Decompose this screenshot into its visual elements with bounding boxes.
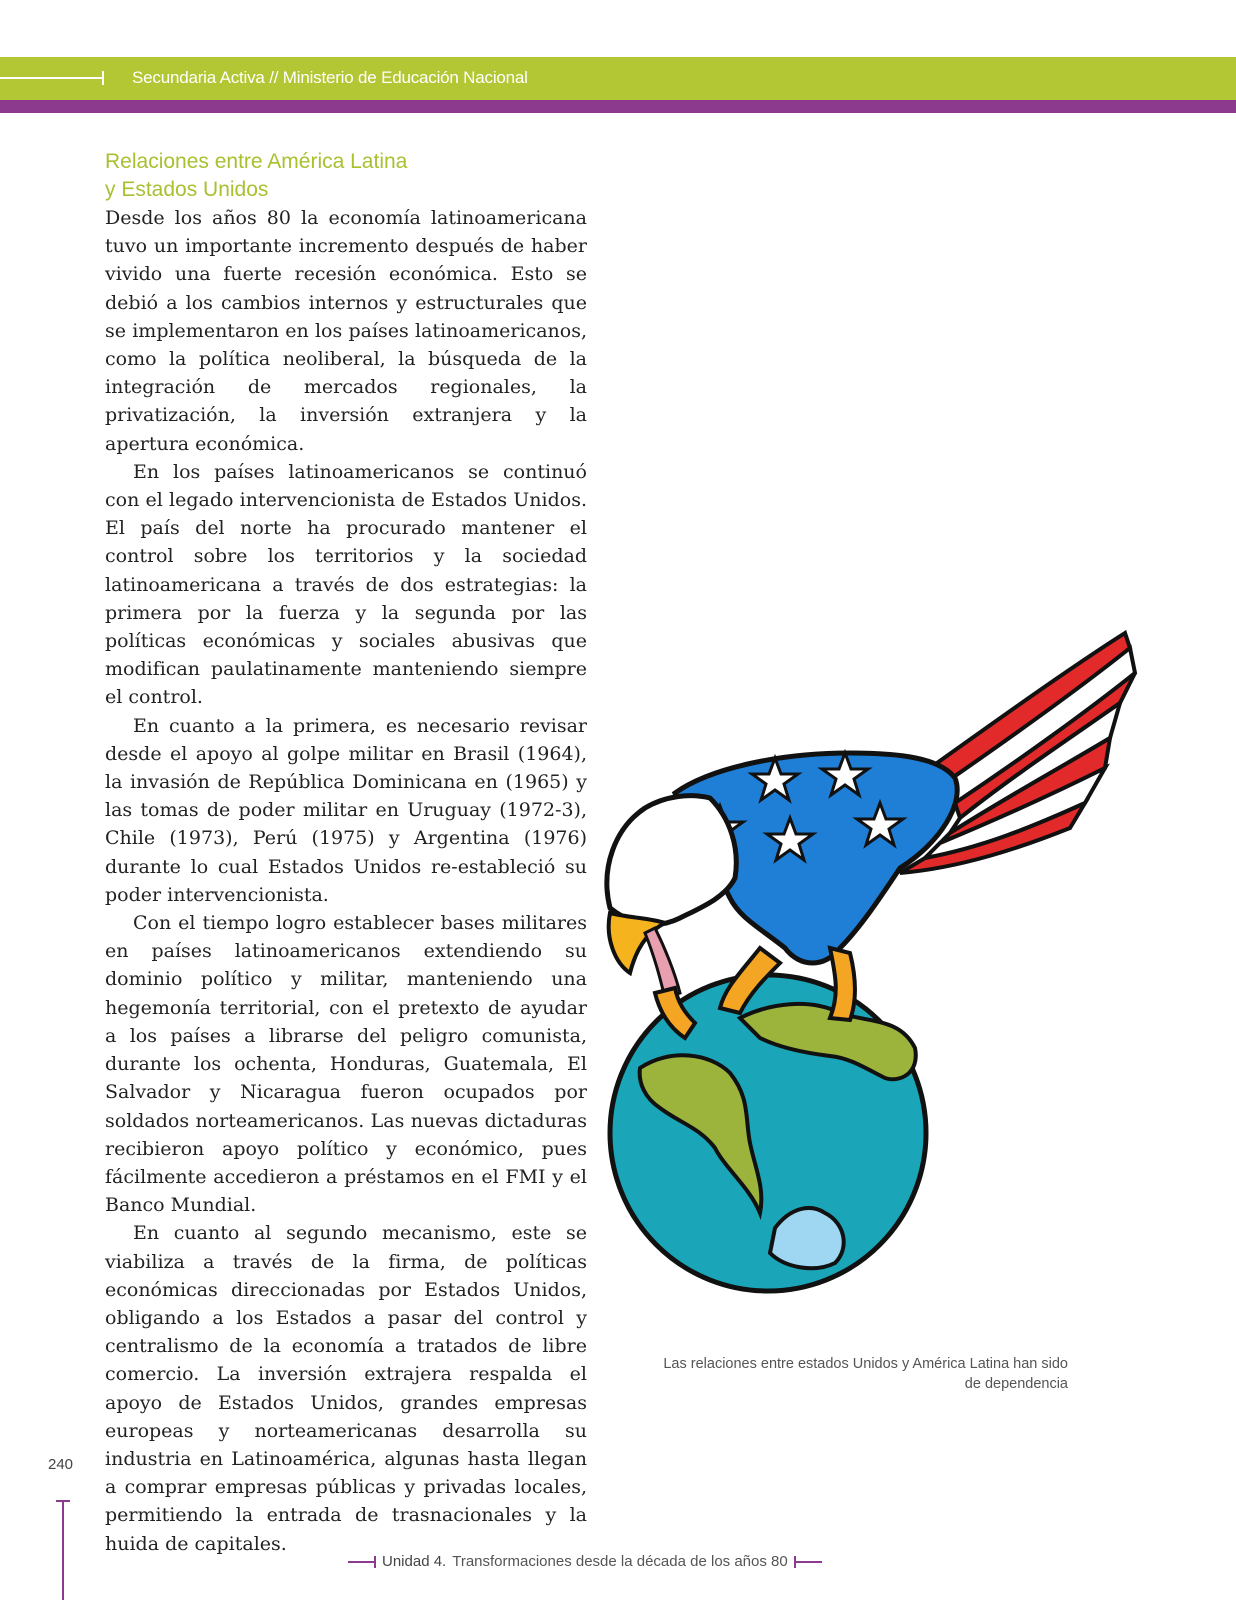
page-side-rule <box>62 1500 64 1600</box>
header-accent-stripe <box>0 100 1236 113</box>
paragraph-1: Desde los años 80 la economía latinoamericana tuvo un importante incremento después de haber vivido una fuerte recesión económica. Esto se debió a los cambios internos y estructurales que se implementaron en los países latinoamericanos, como la política neoliberal, la búsqueda de la integración de mercados regionales, la privatización, la inversión extranjera y la apertura económica. <box>105 207 587 455</box>
caption-line-1: Las relaciones entre estados Unidos y América Latina han sido <box>663 1356 1068 1372</box>
page-number: 240 <box>48 1456 74 1473</box>
article-body <box>105 204 587 1558</box>
section-title-line-2: y Estados Unidos <box>105 178 269 201</box>
caption-line-2: de dependencia <box>964 1376 1068 1392</box>
paragraph-2: En los países latinoamericanos se continuó con el legado intervencionista de Estados Unidos. El país del norte ha procurado mantener el control sobre los territorios y la sociedad latinoamericana a través de dos estrategias: la primera por la fuerza y la segunda por las políticas económicas y sociales abusivas que modifican paulatinamente manteniendo siempre el control. <box>105 460 587 709</box>
paragraph-5: En cuanto al segundo mecanismo, este se viabiliza a través de la firma, de políticas económicas direccionadas por Estados Unidos, obligando a los Estados a pasar del control y centralismo de la economía a tratados de libre comercio. La inversión extrajera respalda el apoyo de Estados Unidos, grandes empresas europeas y norteamericanas desarrolla su industria en Latinoamérica, algunas hasta llegan a comprar empresas públicas y privadas locales, permitiendo la entrada de trasnacionales y la huida de capitales. <box>105 1222 587 1555</box>
header-title: Secundaria Activa // Ministerio de Educación Nacional <box>132 68 528 87</box>
footer-title: Transformaciones desde la década de los años 80 <box>452 1553 788 1570</box>
section-title-line-1: Relaciones entre América Latina <box>105 150 408 173</box>
footer <box>348 1551 822 1573</box>
paragraph-4: Con el tiempo logro establecer bases militares en países latinoamericanos extendiendo su dominio político y militar, manteniendo una hegemonía territorial, con el pretexto de ayudar a los países a librarse del peligro comunista, durante los ochenta, Honduras, Guatemala, El Salvador y Nicaragua fueron ocupados por soldados norteamericanos. Las nuevas dictaduras recibieron apoyo político y económico, pues fácilmente accedieron a préstamos en el FMI y el Banco Mundial. <box>105 912 587 1217</box>
section-title <box>105 148 585 204</box>
figure-caption <box>628 1354 1068 1394</box>
eagle-globe-illustration <box>600 628 1160 1298</box>
footer-bracket-left <box>348 1561 376 1563</box>
header-rule-tick <box>102 71 104 85</box>
page-side-rule-tick <box>56 1500 70 1502</box>
paragraph-3: En cuanto a la primera, es necesario revisar desde el apoyo al golpe militar en Brasil (1964), la invasión de República Dominicana en (1965) y las tomas de poder militar en Uruguay (1972-3), Chile (1973), Perú (1975) y Argentina (1976) durante lo cual Estados Unidos re-estableció su poder intervencionista. <box>105 714 587 906</box>
eagle-head <box>607 796 736 925</box>
footer-unit: Unidad 4. <box>382 1553 447 1570</box>
header-rule <box>0 77 104 79</box>
footer-bracket-right <box>794 1561 822 1563</box>
